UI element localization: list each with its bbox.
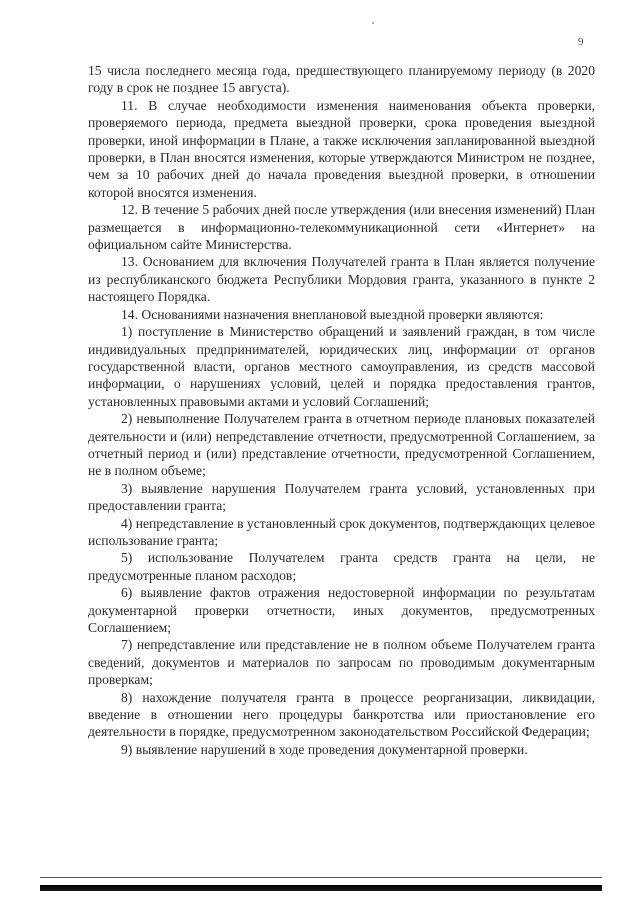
footer-rule-thick	[40, 885, 602, 891]
list-item-9: 9) выявление нарушений в ходе проведения документарной проверки.	[121, 741, 528, 757]
list-item-5: 5) использование Получателем гранта средств гранта на цели, не предусмотренные планом расходов;	[88, 550, 595, 583]
paragraph-item-14: 14. Основаниями назначения внеплановой выездной проверки являются:	[121, 306, 544, 322]
paragraph-continuation: 15 числа последнего месяца года, предшествующего планируемому периоду (в 2020 году в срок не позднее 15 августа).	[88, 63, 595, 96]
footer-rule-thin	[40, 877, 602, 878]
list-item-2: 2) невыполнение Получателем гранта в отчетном периоде плановых показателей деятельности и (или) непредставление отчетности, предусмотренной Соглашением, за отчетный период и (или) представление отчетности, предусмотренной Соглашением, не в полном объеме;	[88, 411, 595, 479]
list-item-8: 8) нахождение получателя гранта в процессе реорганизации, ликвидации, введение в отношении него процедуры банкротства или приостановление его деятельности в порядке, предусмотренном законодательством Российской Федерации;	[88, 689, 595, 740]
paragraph-item-13: 13. Основанием для включения Получателей гранта в План является получение из республиканского бюджета Республики Мордовия гранта, указанного в пункте 2 настоящего Порядка.	[88, 254, 595, 305]
list-item-3: 3) выявление нарушения Получателем гранта условий, установленных при предоставлении гранта;	[88, 480, 595, 514]
page-number: 9	[578, 36, 584, 48]
list-item-6: 6) выявление фактов отражения недостоверной информации по результатам документарной проверки отчетности, иных документов, предусмотренных Соглашением;	[88, 585, 595, 635]
list-item-7: 7) непредставление или представление не в полном объеме Получателем гранта сведений, документов и материалов по запросам по проводимым документарным проверкам;	[88, 637, 595, 688]
document-body	[88, 62, 595, 758]
list-item-1: 1) поступление в Министерство обращений и заявлений граждан, в том числе индивидуальных предпринимателей, юридических лиц, информации от органов государственной власти, органов местного самоуправления, из средств массовой информации, о нарушениях условий, целей и порядка предоставления грантов, установленных правовыми актами и условий Соглашений;	[88, 324, 595, 409]
list-item-4: 4) непредставление в установленный срок документов, подтверждающих целевое использование гранта;	[88, 515, 596, 548]
scan-speck	[372, 22, 374, 24]
paragraph-item-11: 11. В случае необходимости изменения наименования объекта проверки, проверяемого периода, предмета выездной проверки, срока проведения выездной проверки, иной информации в Плане, а также исключения запланированной выездной проверки, в План вносятся изменения, которые утверждаются Министром не позднее, чем за 10 рабочих дней до начала проведения выездной проверки, в отношении которой вносятся изменения.	[88, 97, 595, 200]
paragraph-item-12: 12. В течение 5 рабочих дней после утверждения (или внесения изменений) План размещается в информационно-телекоммуникационной сети «Интернет» на официальном сайте Министерства.	[88, 202, 595, 253]
